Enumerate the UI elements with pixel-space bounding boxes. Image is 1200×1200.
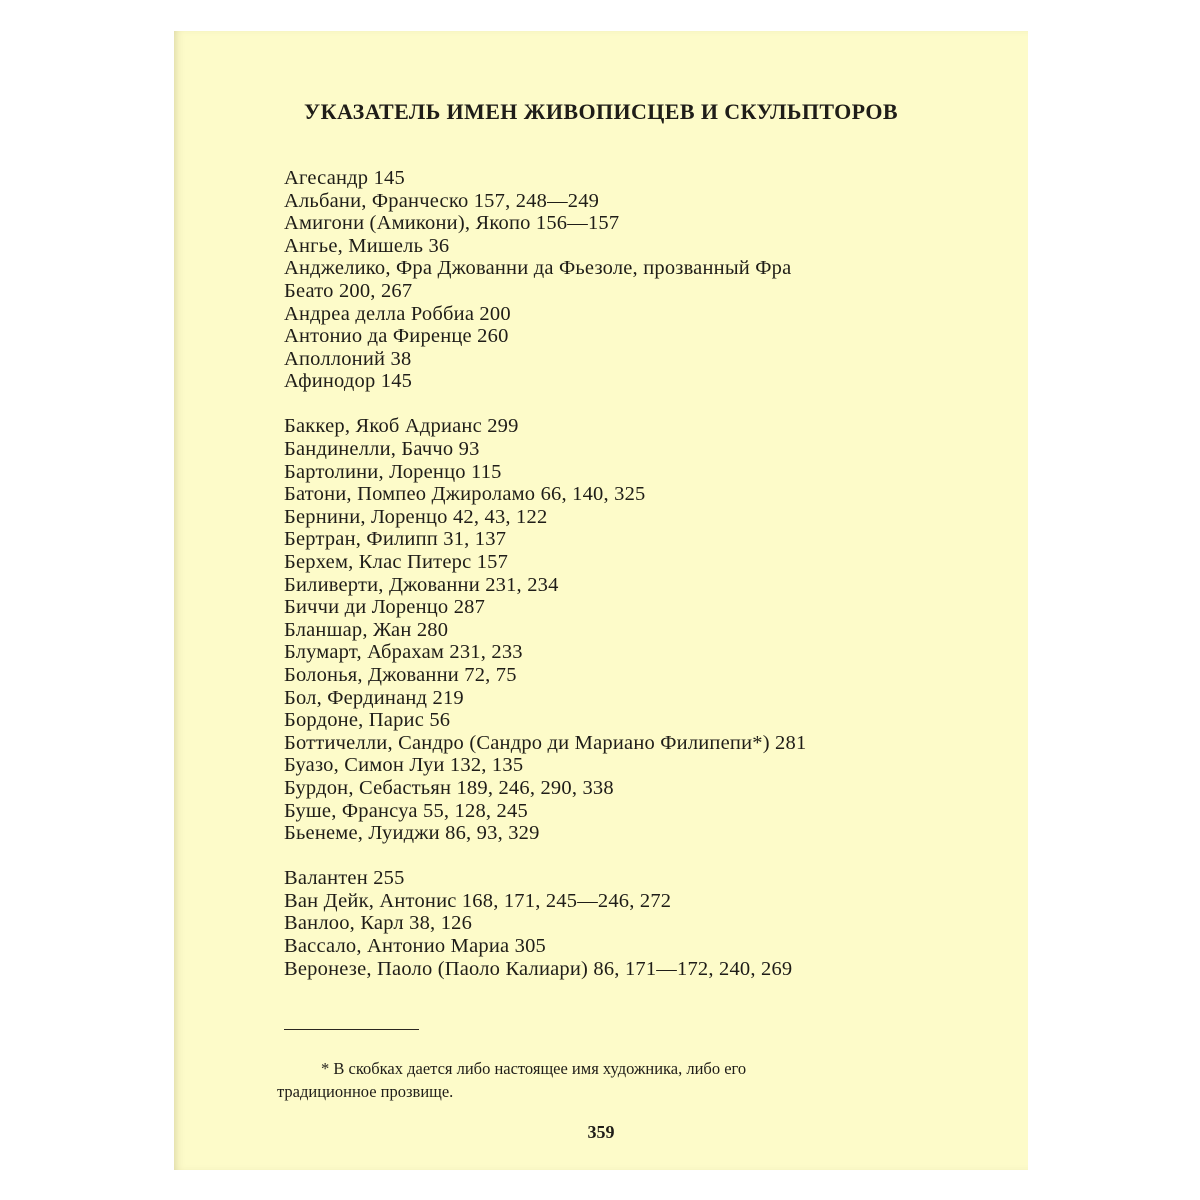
footnote-line: * В скобках дается либо настоящее имя художника, либо его xyxy=(321,1059,747,1078)
footnote-divider xyxy=(284,1029,419,1030)
index-entry: Болонья, Джованни 72, 75 xyxy=(284,663,517,686)
index-entry: Боттичелли, Сандро (Сандро ди Мариано Филипепи*) 281 xyxy=(284,731,807,754)
index-entry: Бертран, Филипп 31, 137 xyxy=(284,528,507,551)
index-group xyxy=(284,867,984,980)
index-group xyxy=(284,167,984,393)
book-page xyxy=(174,31,1028,1170)
index-entry: Биччи ди Лоренцо 287 xyxy=(284,596,486,619)
index-entry: Ванлоо, Карл 38, 126 xyxy=(284,912,473,935)
index-entry: Бандинелли, Баччо 93 xyxy=(284,438,480,461)
index-entry: Бьенеме, Луиджи 86, 93, 329 xyxy=(284,822,540,845)
footnote-line: традиционное прозвище. xyxy=(277,1082,454,1101)
index-entry: Буазо, Симон Луи 132, 135 xyxy=(284,754,524,777)
index-entry: Валантен 255 xyxy=(284,867,405,890)
index-entry: Биливерти, Джованни 231, 234 xyxy=(284,573,559,596)
index-entry: Вассало, Антонио Мариа 305 xyxy=(284,935,546,957)
index-entry: Батони, Помпео Джироламо 66, 140, 325 xyxy=(284,483,646,506)
page-title: УКАЗАТЕЛЬ ИМЕН ЖИВОПИСЦЕВ И СКУЛЬПТОРОВ xyxy=(304,99,898,124)
name-index xyxy=(284,167,984,1003)
index-entry: Блумарт, Абрахам 231, 233 xyxy=(284,641,523,664)
index-entry: Амигони (Амикони), Якопо 156—157 xyxy=(284,212,620,235)
index-entry: Берхем, Клас Питерс 157 xyxy=(284,551,509,573)
index-entry: Агесандр 145 xyxy=(284,167,405,189)
index-entry: Ангье, Мишель 36 xyxy=(284,234,450,257)
index-entry: Бернини, Лоренцо 42, 43, 122 xyxy=(284,505,548,528)
index-entry: Андреа делла Роббиа 200 xyxy=(284,302,511,325)
index-entry: Бланшар, Жан 280 xyxy=(284,618,449,641)
index-entry: Буше, Франсуа 55, 128, 245 xyxy=(284,799,528,822)
index-entry: Бордоне, Парис 56 xyxy=(284,709,451,732)
index-entry: Анджелико, Фра Джованни да Фьезоле, прозванный Фра xyxy=(284,257,792,280)
index-entry: Беато 200, 267 xyxy=(284,279,413,302)
index-entry: Ван Дейк, Антонис 168, 171, 245—246, 272 xyxy=(284,889,672,912)
index-entry: Аполлоний 38 xyxy=(284,347,412,370)
page-number: 359 xyxy=(587,1122,615,1142)
index-entry: Баккер, Якоб Адрианс 299 xyxy=(284,415,519,438)
index-group xyxy=(284,415,984,844)
index-entry: Афинодор 145 xyxy=(284,370,413,393)
index-entry: Антонио да Фиренце 260 xyxy=(284,325,509,348)
index-entry: Бартолини, Лоренцо 115 xyxy=(284,460,502,483)
index-entry: Альбани, Франческо 157, 248—249 xyxy=(284,189,600,212)
footnote xyxy=(277,1057,927,1103)
index-entry: Веронезе, Паоло (Паоло Калиари) 86, 171—172, 240, 269 xyxy=(284,957,793,980)
index-entry: Бурдон, Себастьян 189, 246, 290, 338 xyxy=(284,776,614,799)
index-entry: Бол, Фердинанд 219 xyxy=(284,686,464,709)
